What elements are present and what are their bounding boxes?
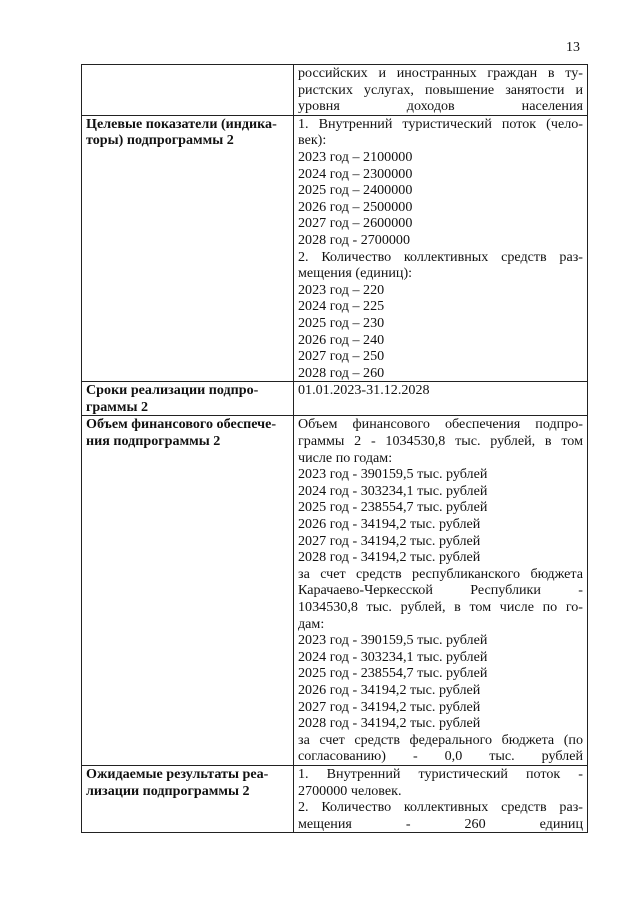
value-line: 2023 год – 220 [298,281,385,298]
row-label [82,65,294,116]
value-line: Карачаево-Черкесской Республики - [298,582,583,599]
value-line: 2028 год - 2700000 [298,231,411,248]
value-line: числе по годам: [298,449,393,466]
row-label: Ожидаемые результаты реа- лизации подпрограммы 2 [82,765,294,832]
value-line: 2700000 человек. [298,782,402,799]
table-row [82,65,588,116]
value-line: 2028 год - 34194,2 тыс. рублей [298,715,481,732]
value-line: мещения (единиц): [298,265,413,282]
value-line: 2. Количество коллективных средств раз- [298,799,583,816]
value-line: 2025 год – 230 [298,314,385,331]
row-value [294,416,588,765]
value-line: 2027 год – 2600000 [298,215,413,232]
table-row [82,416,588,765]
row-label: Объем финансового обеспече- ния подпрограммы 2 [82,416,294,765]
value-line: согласованию) - 0,0 тыс. рублей [298,748,583,765]
value-line: мещения - 260 единиц [298,815,583,832]
value-line: 1034530,8 тыс. рублей, в том числе по го- [298,599,583,615]
row-label: Сроки реализации подпро- граммы 2 [82,382,294,416]
row-value [294,115,588,382]
value-line: 2028 год – 260 [298,364,385,381]
value-line: 2026 год - 34194,2 тыс. рублей [298,681,481,698]
value-line: граммы 2 - 1034530,8 тыс. рублей, в том [298,433,583,450]
value-line: ристских услугах, повышение занятости и [298,81,583,98]
row-value [294,65,588,116]
value-line: 2024 год - 303234,1 тыс. рублей [298,482,488,499]
page-number: 13 [566,40,580,55]
value-line: 2027 год - 34194,2 тыс. рублей [298,532,481,549]
subprogram-passport-table [81,64,588,833]
value-line: российских и иностранных граждан в ту- [298,65,583,81]
value-line: 01.01.2023-31.12.2028 [298,382,430,399]
value-line: 2023 год – 2100000 [298,148,413,165]
value-line: 1. Внутренний туристический поток (чело- [298,115,583,132]
value-line: за счет средств федерального бюджета (по [298,731,583,748]
value-line: 2023 год - 390159,5 тыс. рублей [298,632,488,649]
value-line: 2026 год - 34194,2 тыс. рублей [298,516,481,533]
value-line: Объем финансового обеспечения подпро- [298,416,583,433]
value-line: 2028 год - 34194,2 тыс. рублей [298,549,481,566]
value-line: 2027 год – 250 [298,348,385,365]
value-line: 2027 год - 34194,2 тыс. рублей [298,698,481,715]
value-line: 2024 год – 225 [298,298,385,315]
value-line: 2023 год - 390159,5 тыс. рублей [298,466,488,483]
value-line: 1. Внутренний туристический поток - [298,765,583,782]
row-value [294,765,588,832]
value-line: 2025 год – 2400000 [298,182,413,199]
value-line: 2. Количество коллективных средств раз- [298,248,583,265]
value-line: 2026 год – 2500000 [298,198,413,215]
table-row [82,382,588,416]
value-line: 2024 год – 2300000 [298,165,413,182]
value-line: за счет средств республиканского бюджета [298,565,583,582]
value-line: 2024 год - 303234,1 тыс. рублей [298,648,488,665]
value-line: 2026 год – 240 [298,331,385,348]
value-line: век): [298,132,327,149]
table-row [82,115,588,382]
value-line: 2025 год - 238554,7 тыс. рублей [298,665,488,682]
row-value [294,382,588,416]
table-row [82,765,588,832]
value-line: дам: [298,615,325,632]
row-label: Целевые показатели (индика- торы) подпрограммы 2 [82,115,294,382]
value-line: 2025 год - 238554,7 тыс. рублей [298,499,488,516]
value-line: уровня доходов населения [298,98,583,115]
